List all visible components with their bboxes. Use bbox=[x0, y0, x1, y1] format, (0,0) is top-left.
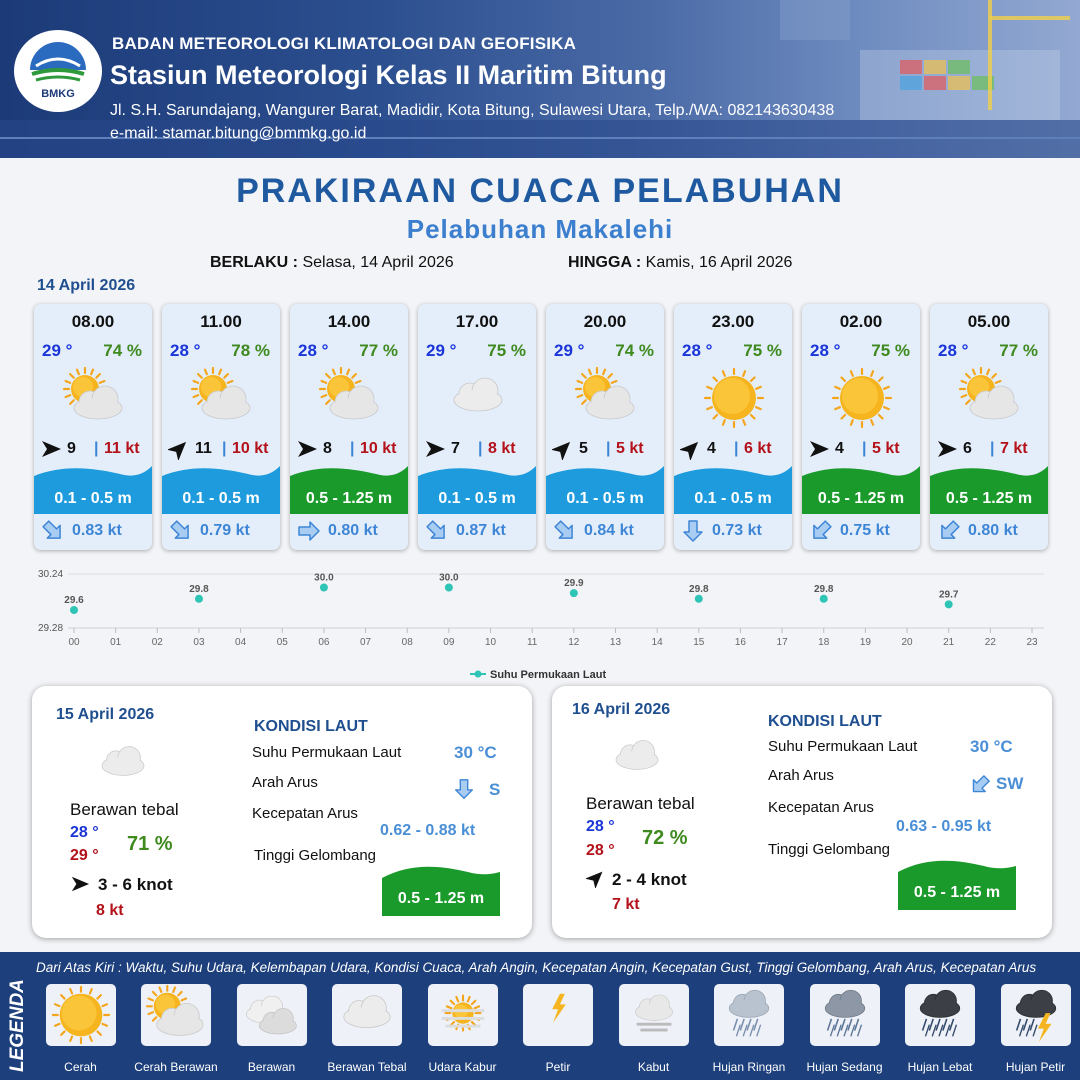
legend-item bbox=[511, 984, 606, 1074]
wind-arrow-icon bbox=[296, 438, 318, 460]
day3-sea-title: KONDISI LAUT bbox=[768, 713, 882, 730]
card-wind-speed: 11 bbox=[195, 440, 212, 457]
legend-icon-box bbox=[810, 984, 880, 1046]
card-current-speed: 0.84 kt bbox=[584, 522, 634, 539]
legend-label: Udara Kabur bbox=[428, 1060, 497, 1074]
card-current-speed: 0.87 kt bbox=[456, 522, 506, 539]
legend-icon-box bbox=[46, 984, 116, 1046]
day2-sea-title: KONDISI LAUT bbox=[254, 718, 368, 735]
legend-icon-box bbox=[619, 984, 689, 1046]
cerah-icon bbox=[698, 366, 770, 430]
port-name: Pelabuhan Makalehi bbox=[406, 214, 674, 244]
card-wave-height: 0.1 - 0.5 m bbox=[54, 490, 132, 507]
sst-chart bbox=[30, 564, 1050, 684]
day2-gust: 8 kt bbox=[96, 902, 124, 919]
legend-icon-box bbox=[905, 984, 975, 1046]
card-wind-speed: 6 bbox=[963, 440, 972, 457]
card-wind-speed: 4 bbox=[707, 440, 716, 457]
legend-label: Hujan Lebat bbox=[907, 1060, 973, 1074]
card-humidity: 75 % bbox=[743, 341, 782, 360]
day3-gust: 7 kt bbox=[612, 896, 640, 913]
current-arrow-icon bbox=[936, 518, 962, 544]
day3-current-speed: 0.63 - 0.95 kt bbox=[896, 818, 992, 835]
day3-wave-label: Tinggi Gelombang bbox=[768, 841, 891, 858]
berawan-icon bbox=[237, 984, 307, 1046]
chart-data-label: 30.0 bbox=[439, 572, 459, 584]
day2-current-dir-label: Arah Arus bbox=[252, 774, 318, 791]
kabut-icon bbox=[619, 984, 689, 1046]
chart-x-tick-label: 19 bbox=[859, 637, 871, 648]
day2-current-speed-label: Kecepatan Arus bbox=[252, 805, 358, 822]
card-time: 17.00 bbox=[455, 312, 499, 331]
card-time: 02.00 bbox=[839, 312, 883, 331]
legend-label: Cerah bbox=[64, 1060, 97, 1074]
legend-item bbox=[415, 984, 510, 1074]
card-separator: | bbox=[478, 440, 483, 457]
card-time: 11.00 bbox=[200, 312, 242, 331]
chart-x-tick-label: 22 bbox=[984, 637, 996, 648]
card-current-speed: 0.83 kt bbox=[72, 522, 122, 539]
day2-current-dir-arrow-icon bbox=[452, 776, 476, 802]
chart-x-tick-label: 10 bbox=[484, 637, 497, 648]
day3-current-dir: SW bbox=[996, 774, 1024, 793]
card-humidity: 77 % bbox=[999, 341, 1038, 360]
card-gust: 5 kt bbox=[872, 440, 900, 457]
legend-label: Kabut bbox=[637, 1060, 670, 1074]
chart-x-tick-label: 15 bbox=[693, 637, 705, 648]
card-current-speed: 0.80 kt bbox=[968, 522, 1018, 539]
day2-wind-speed: 3 - 6 knot bbox=[98, 875, 173, 894]
card-temperature: 28 ° bbox=[938, 341, 969, 360]
card-separator: | bbox=[222, 440, 227, 457]
wind-arrow-icon bbox=[680, 438, 702, 460]
legend-item bbox=[893, 984, 988, 1074]
legend-label: Berawan bbox=[247, 1060, 296, 1074]
legend-label: Cerah Berawan bbox=[134, 1060, 218, 1074]
chart-x-tick-label: 05 bbox=[276, 637, 288, 648]
card-time: 05.00 bbox=[967, 312, 1011, 331]
legend-icon-box bbox=[237, 984, 307, 1046]
card-gust: 11 kt bbox=[104, 440, 140, 457]
current-arrow-icon bbox=[680, 518, 706, 544]
card-wind-speed: 7 bbox=[451, 440, 460, 457]
chart-data-point bbox=[320, 584, 328, 592]
legend-icon-box bbox=[141, 984, 211, 1046]
day2-current-speed: 0.62 - 0.88 kt bbox=[380, 822, 476, 839]
cerah-berawan-icon bbox=[570, 366, 642, 430]
hujan-petir-icon bbox=[1001, 984, 1071, 1046]
day3-weather-icon bbox=[602, 730, 672, 786]
day3-wind-speed: 2 - 4 knot bbox=[612, 870, 687, 889]
legend-icon-box bbox=[523, 984, 593, 1046]
card-humidity: 74 % bbox=[615, 341, 654, 360]
legend-label: Hujan Petir bbox=[1005, 1060, 1066, 1074]
berawan-tebal-icon bbox=[442, 366, 514, 430]
legend-icon-box bbox=[428, 984, 498, 1046]
chart-x-tick-label: 23 bbox=[1026, 637, 1038, 648]
day2-wave-label: Tinggi Gelombang bbox=[254, 847, 377, 864]
chart-y-tick-label: 29.28 bbox=[38, 623, 64, 634]
card-current-speed: 0.80 kt bbox=[328, 522, 378, 539]
cerah-berawan-icon bbox=[314, 366, 386, 430]
chart-data-point bbox=[945, 600, 953, 608]
card-wind-speed: 9 bbox=[67, 440, 76, 457]
card-wave-height: 0.5 - 1.25 m bbox=[817, 490, 905, 507]
forecast-card bbox=[418, 304, 536, 550]
address: Jl. S.H. Sarundajang, Wangurer Barat, Madidir, Kota Bitung, Sulawesi Utara, Telp./WA: 082143630438 bbox=[110, 102, 835, 119]
udara-kabur-icon bbox=[428, 984, 498, 1046]
legend-item bbox=[988, 984, 1080, 1074]
legend-vertical-text: LEGENDA bbox=[7, 979, 28, 1072]
chart-data-label: 29.8 bbox=[814, 583, 834, 595]
legend-icon-box bbox=[714, 984, 784, 1046]
card-wave-height: 0.5 - 1.25 m bbox=[305, 490, 393, 507]
day2-panel bbox=[32, 686, 532, 938]
hujan-ringan-icon bbox=[714, 984, 784, 1046]
card-current-speed: 0.73 kt bbox=[712, 522, 762, 539]
card-wave-height: 0.1 - 0.5 m bbox=[182, 490, 260, 507]
cerah-icon bbox=[826, 366, 898, 430]
current-arrow-icon bbox=[552, 518, 578, 544]
valid-from-label: BERLAKU : bbox=[210, 254, 298, 271]
legend-item bbox=[606, 984, 701, 1074]
chart-x-tick-label: 08 bbox=[401, 637, 413, 648]
legend-item bbox=[129, 984, 224, 1074]
card-humidity: 78 % bbox=[231, 341, 270, 360]
day3-panel bbox=[552, 686, 1052, 938]
card-gust: 6 kt bbox=[744, 440, 772, 457]
forecast-card bbox=[290, 304, 408, 550]
legend-description: Dari Atas Kiri : Waktu, Suhu Udara, Kelembapan Udara, Kondisi Cuaca, Arah Angin, Kecepatan Angin, Kecepatan Gust, Tinggi Gelombang, Arah Arus, Kecepatan Arus bbox=[36, 960, 1037, 975]
day2-current-dir: S bbox=[489, 780, 501, 799]
day2-sst-value: 30 °C bbox=[454, 743, 497, 762]
cerah-berawan-icon bbox=[58, 366, 130, 430]
day3-condition: Berawan tebal bbox=[586, 794, 695, 813]
chart-data-label: 29.7 bbox=[938, 589, 959, 601]
current-arrow-icon bbox=[168, 518, 194, 544]
day2-date: 15 April 2026 bbox=[56, 706, 155, 723]
chart-x-tick-label: 03 bbox=[193, 637, 205, 648]
valid-until-label: HINGGA : bbox=[568, 254, 642, 271]
wind-arrow-icon bbox=[552, 438, 574, 460]
legend-icon-box bbox=[332, 984, 402, 1046]
valid-from-value: Selasa, 14 April 2026 bbox=[302, 254, 454, 271]
day3-date: 16 April 2026 bbox=[572, 701, 671, 718]
card-current-speed: 0.79 kt bbox=[200, 522, 250, 539]
bmkg-emblem-icon bbox=[14, 30, 102, 90]
hujan-sedang-icon bbox=[810, 984, 880, 1046]
legend-item bbox=[320, 984, 415, 1074]
card-wind-speed: 4 bbox=[835, 440, 844, 457]
legend-item bbox=[702, 984, 797, 1074]
valid-until-value: Kamis, 16 April 2026 bbox=[645, 254, 793, 271]
card-gust: 8 kt bbox=[488, 440, 516, 457]
hujan-lebat-icon bbox=[905, 984, 975, 1046]
chart-data-label: 29.8 bbox=[689, 583, 709, 595]
cerah-berawan-icon bbox=[186, 366, 258, 430]
chart-x-tick-label: 02 bbox=[151, 637, 163, 648]
legend-label: Hujan Sedang bbox=[806, 1060, 883, 1074]
chart-x-tick-label: 16 bbox=[734, 637, 746, 648]
chart-data-point bbox=[195, 595, 203, 603]
chart-x-tick-label: 13 bbox=[609, 637, 622, 648]
chart-x-tick-label: 01 bbox=[110, 637, 122, 648]
card-humidity: 75 % bbox=[487, 341, 526, 360]
current-arrow-icon bbox=[424, 518, 450, 544]
card-humidity: 75 % bbox=[871, 341, 910, 360]
wind-arrow-icon bbox=[808, 438, 830, 460]
cerah-berawan-icon bbox=[141, 984, 211, 1046]
day3-temp-min: 28 ° bbox=[586, 818, 615, 835]
card-separator: | bbox=[990, 440, 995, 457]
forecast-card bbox=[674, 304, 792, 550]
card-temperature: 28 ° bbox=[810, 341, 841, 360]
chart-x-tick-label: 04 bbox=[235, 637, 247, 648]
forecast-card bbox=[162, 304, 280, 550]
legend-vertical-label bbox=[4, 960, 30, 1076]
chart-data-label: 29.9 bbox=[564, 578, 584, 590]
card-gust: 5 kt bbox=[616, 440, 644, 457]
chart-data-point bbox=[695, 595, 703, 603]
legend-label: Hujan Ringan bbox=[712, 1060, 786, 1074]
chart-data-point bbox=[70, 606, 78, 614]
berawan-tebal-icon bbox=[332, 984, 402, 1046]
forecast-card bbox=[802, 304, 920, 550]
day2-wind-arrow-icon bbox=[70, 874, 90, 894]
chart-y-tick-label: 30.24 bbox=[38, 569, 64, 580]
chart-x-tick-label: 14 bbox=[651, 637, 663, 648]
chart-data-point bbox=[445, 584, 453, 592]
petir-icon bbox=[523, 984, 593, 1046]
chart-x-tick-label: 17 bbox=[776, 637, 788, 648]
card-separator: | bbox=[606, 440, 611, 457]
card-time: 23.00 bbox=[711, 312, 755, 331]
card-gust: 10 kt bbox=[360, 440, 397, 457]
current-arrow-icon bbox=[40, 518, 66, 544]
day2-weather-icon bbox=[88, 736, 158, 792]
chart-x-tick-label: 07 bbox=[360, 637, 372, 648]
wind-arrow-icon bbox=[424, 438, 446, 460]
page-title: PRAKIRAAN CUACA PELABUHAN bbox=[236, 172, 844, 210]
card-wave-height: 0.5 - 1.25 m bbox=[945, 490, 1033, 507]
cerah-berawan-icon bbox=[954, 366, 1026, 430]
day3-sst-value: 30 °C bbox=[970, 737, 1013, 756]
logo-text: BMKG bbox=[41, 88, 75, 100]
forecast-card bbox=[546, 304, 664, 550]
forecast-card bbox=[34, 304, 152, 550]
card-temperature: 28 ° bbox=[682, 341, 713, 360]
card-gust: 7 kt bbox=[1000, 440, 1028, 457]
card-humidity: 74 % bbox=[103, 341, 142, 360]
chart-data-label: 29.6 bbox=[64, 595, 84, 606]
chart-data-label: 30.0 bbox=[314, 572, 334, 584]
chart-x-tick-label: 21 bbox=[943, 637, 955, 648]
card-wave-height: 0.1 - 0.5 m bbox=[694, 490, 772, 507]
chart-data-point bbox=[820, 595, 828, 603]
wind-arrow-icon bbox=[936, 438, 958, 460]
card-time: 20.00 bbox=[583, 312, 627, 331]
email: e-mail: stamar.bitung@bmmkg.go.id bbox=[110, 125, 367, 142]
card-temperature: 29 ° bbox=[42, 341, 73, 360]
day3-wind-arrow-icon bbox=[586, 868, 606, 888]
day3-current-speed-label: Kecepatan Arus bbox=[768, 799, 874, 816]
day2-wave-value: 0.5 - 1.25 m bbox=[397, 890, 485, 907]
chart-legend-marker bbox=[475, 671, 482, 678]
card-separator: | bbox=[350, 440, 355, 457]
day2-humidity: 71 % bbox=[127, 833, 173, 855]
org-name: BADAN METEOROLOGI KLIMATOLOGI DAN GEOFISIKA bbox=[112, 34, 577, 53]
card-temperature: 29 ° bbox=[426, 341, 457, 360]
card-temperature: 29 ° bbox=[554, 341, 585, 360]
card-separator: | bbox=[862, 440, 867, 457]
card-separator: | bbox=[94, 440, 99, 457]
card-humidity: 77 % bbox=[359, 341, 398, 360]
card-temperature: 28 ° bbox=[170, 341, 201, 360]
card-wind-speed: 8 bbox=[323, 440, 332, 457]
day3-current-dir-label: Arah Arus bbox=[768, 767, 834, 784]
day2-temp-max: 29 ° bbox=[70, 847, 99, 864]
chart-x-tick-label: 00 bbox=[68, 637, 80, 648]
card-time: 14.00 bbox=[327, 312, 371, 331]
chart-x-tick-label: 20 bbox=[901, 637, 913, 648]
legend-item bbox=[797, 984, 892, 1074]
card-temperature: 28 ° bbox=[298, 341, 329, 360]
card-wave-height: 0.1 - 0.5 m bbox=[438, 490, 516, 507]
chart-legend-label: Suhu Permukaan Laut bbox=[490, 669, 607, 681]
card-wind-speed: 5 bbox=[579, 440, 588, 457]
current-arrow-icon bbox=[808, 518, 834, 544]
legend bbox=[0, 952, 1080, 1080]
card-wave-height: 0.1 - 0.5 m bbox=[566, 490, 644, 507]
chart-x-tick-label: 11 bbox=[526, 637, 538, 648]
legend-label: Petir bbox=[545, 1060, 571, 1074]
legend-icon-box bbox=[1001, 984, 1071, 1046]
chart-x-tick-label: 09 bbox=[443, 637, 455, 648]
current-arrow-icon bbox=[296, 518, 322, 544]
day3-wave-value: 0.5 - 1.25 m bbox=[913, 884, 1001, 901]
card-time: 08.00 bbox=[71, 312, 115, 331]
day3-temp-max: 28 ° bbox=[586, 842, 615, 859]
chart-x-tick-label: 18 bbox=[818, 637, 830, 648]
forecast-card bbox=[930, 304, 1048, 550]
day3-humidity: 72 % bbox=[642, 827, 688, 849]
bmkg-logo bbox=[14, 30, 102, 112]
valid-from bbox=[210, 254, 454, 272]
legend-item bbox=[224, 984, 319, 1074]
day2-sst-label: Suhu Permukaan Laut bbox=[252, 744, 402, 761]
day3-current-dir-arrow-icon bbox=[968, 772, 992, 798]
station-name: Stasiun Meteorologi Kelas II Maritim Bitung bbox=[110, 60, 667, 90]
chart-x-tick-label: 06 bbox=[318, 637, 330, 648]
header-banner bbox=[0, 0, 1080, 158]
chart-x-tick-label: 12 bbox=[568, 637, 580, 648]
wind-arrow-icon bbox=[168, 438, 190, 460]
chart-data-label: 29.8 bbox=[189, 583, 209, 595]
chart-data-point bbox=[570, 589, 578, 597]
day1-date: 14 April 2026 bbox=[37, 277, 136, 294]
legend-label: Berawan Tebal bbox=[327, 1060, 407, 1074]
valid-until bbox=[568, 254, 792, 272]
day3-sst-label: Suhu Permukaan Laut bbox=[768, 738, 918, 755]
card-separator: | bbox=[734, 440, 739, 457]
day2-temp-min: 28 ° bbox=[70, 824, 99, 841]
cerah-icon bbox=[46, 984, 116, 1046]
wind-arrow-icon bbox=[40, 438, 62, 460]
legend-item bbox=[33, 984, 128, 1074]
card-gust: 10 kt bbox=[232, 440, 269, 457]
day2-condition: Berawan tebal bbox=[70, 800, 179, 819]
card-current-speed: 0.75 kt bbox=[840, 522, 890, 539]
